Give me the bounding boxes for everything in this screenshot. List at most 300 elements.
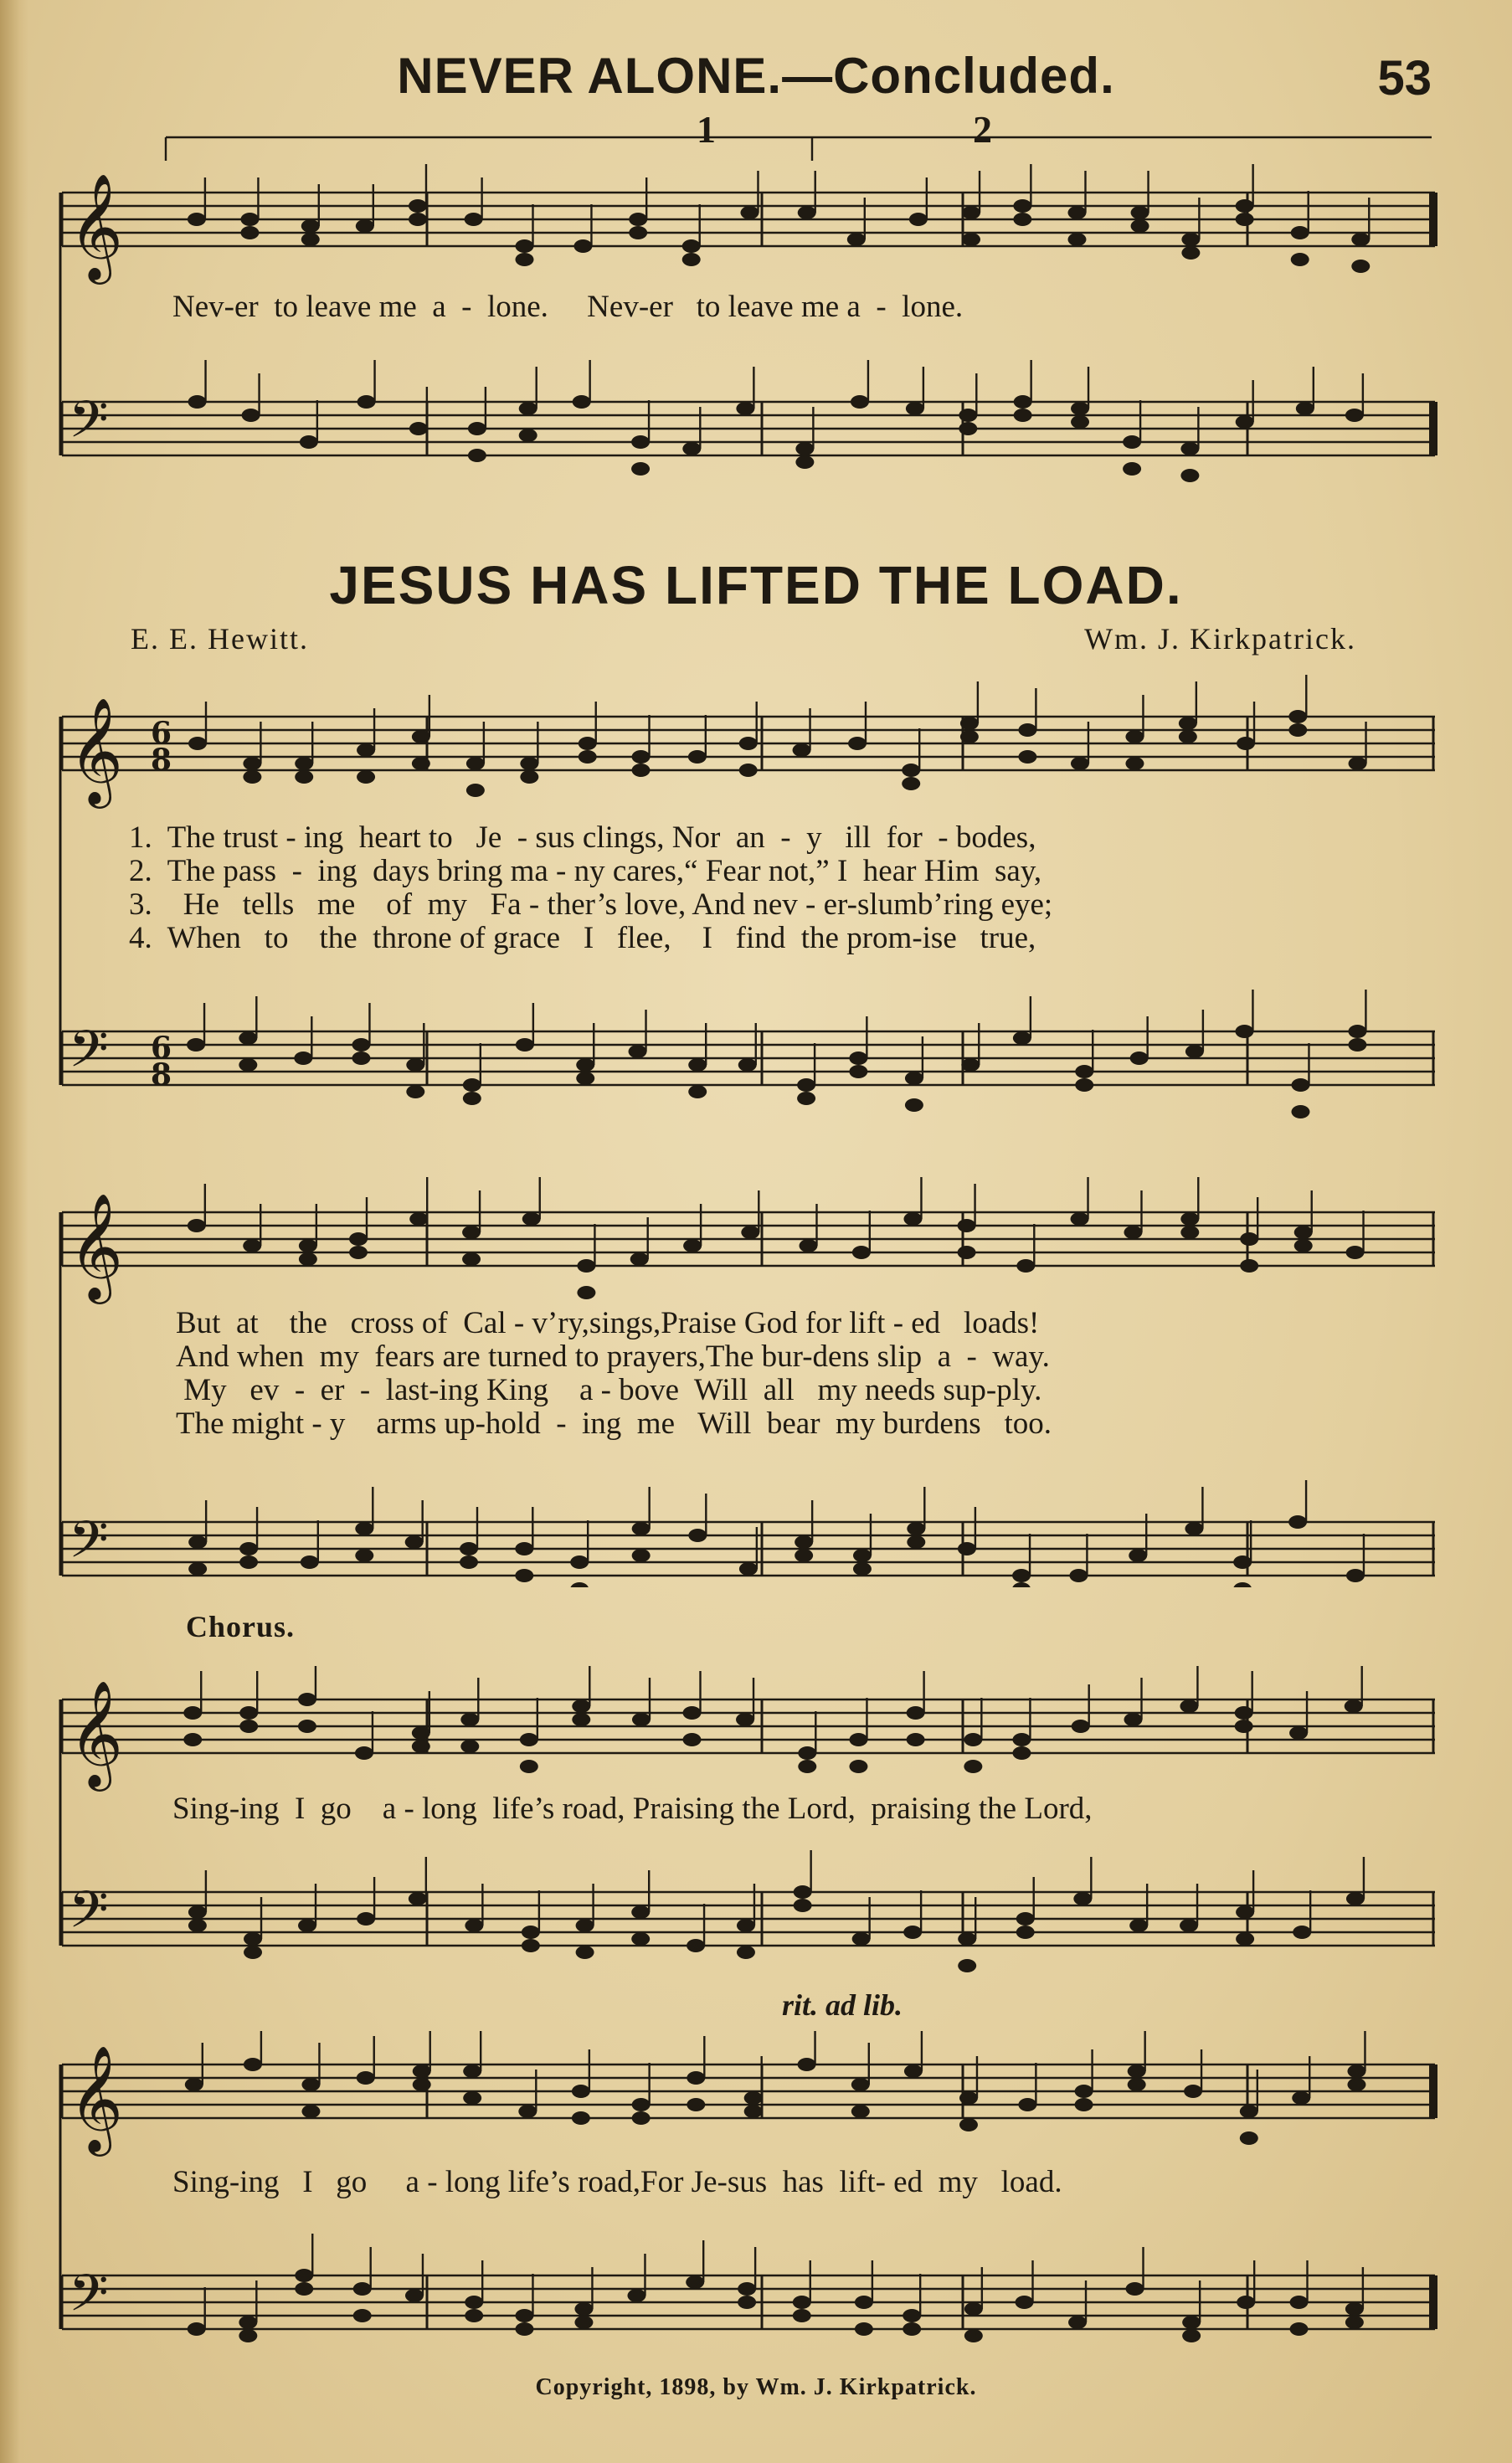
notehead [799, 1239, 817, 1252]
notehead [1181, 246, 1200, 260]
notehead [964, 1733, 982, 1746]
chorus-label: Chorus. [186, 1610, 296, 1643]
notehead [902, 777, 920, 790]
notehead [1237, 2296, 1255, 2309]
notehead [357, 2071, 375, 2085]
notehead [1013, 213, 1031, 226]
notehead [1288, 1515, 1307, 1529]
notehead [516, 253, 534, 266]
notehead [793, 2309, 811, 2322]
bass-clef: 𝄢 [69, 1880, 109, 1952]
notehead [737, 1919, 755, 1932]
notehead [1012, 1746, 1031, 1760]
notehead [847, 233, 866, 246]
notehead [905, 1072, 923, 1085]
notehead [736, 402, 754, 415]
notehead [1123, 435, 1141, 449]
notehead [1131, 219, 1149, 233]
notehead [855, 2322, 873, 2336]
notehead [240, 226, 259, 239]
second-ending-marker: 2 [973, 108, 992, 151]
notehead [516, 239, 534, 253]
notehead [522, 1926, 540, 1939]
notehead [515, 2322, 533, 2336]
notehead [355, 1522, 373, 1535]
notehead [574, 2302, 593, 2316]
notehead [405, 2289, 424, 2302]
notehead [688, 1085, 707, 1098]
notehead [574, 2316, 593, 2329]
treble-clef: 𝄞 [69, 1679, 124, 1787]
chorus-system-2 [59, 2031, 1440, 2349]
page-spine-shadow [0, 0, 28, 2463]
copyright-notice: Copyright, 1898, by Wm. J. Kirkpatrick. [535, 2374, 977, 2400]
notehead [1012, 1582, 1031, 1587]
treble-clef: 𝄞 [69, 1192, 124, 1299]
notehead [413, 2078, 431, 2091]
notehead [460, 1713, 479, 1726]
notehead [688, 750, 707, 764]
notehead [1014, 395, 1032, 409]
notehead [1288, 710, 1307, 723]
notehead [909, 213, 928, 226]
notehead [188, 1562, 207, 1576]
verse-4-line-b: The might - y arms up-hold - ing me Will bear my burdens too. [176, 1406, 1052, 1441]
notehead [239, 2329, 257, 2342]
verse-3-line-b: My ev - er - last-ing King a - bove Will all my needs sup-ply. [176, 1373, 1042, 1407]
notehead [1016, 2296, 1034, 2309]
notehead [187, 1038, 205, 1052]
notehead [744, 2105, 763, 2118]
notehead [1128, 2064, 1146, 2078]
notehead [744, 2091, 763, 2105]
notehead [409, 199, 427, 213]
verse-system-1 [59, 666, 1440, 1118]
treble-clef: 𝄞 [69, 172, 124, 280]
notehead [737, 1946, 755, 1959]
notehead [686, 2275, 704, 2289]
notehead [570, 1555, 589, 1569]
notehead [849, 1760, 867, 1773]
notehead [629, 1045, 647, 1058]
notehead [1236, 1932, 1254, 1946]
notehead [1347, 2064, 1365, 2078]
notehead [468, 449, 486, 462]
notehead [406, 1085, 424, 1098]
notehead [301, 233, 320, 246]
notehead [629, 226, 647, 239]
notehead [958, 1542, 976, 1555]
bass-clef: 𝄢 [69, 1020, 109, 1092]
notehead [239, 1031, 257, 1045]
chorus-system-1 [59, 1666, 1440, 1984]
notehead [632, 1713, 651, 1726]
notehead [299, 1252, 317, 1266]
notehead [1347, 2078, 1365, 2091]
notehead [244, 1932, 262, 1946]
notehead [576, 1072, 594, 1085]
notehead [242, 409, 260, 422]
notehead [576, 1946, 594, 1959]
notehead [468, 422, 486, 435]
notehead [798, 2058, 816, 2071]
notehead [515, 2309, 533, 2322]
notehead [907, 1733, 925, 1746]
notehead [188, 213, 206, 226]
notehead [1012, 1733, 1031, 1746]
notehead [299, 1239, 317, 1252]
notehead [1180, 1212, 1199, 1226]
notehead [295, 770, 313, 784]
time-signature-bottom: 8 [151, 743, 172, 778]
verse-2-line-a: 2. The pass - ing days bring ma - ny cares,“ Fear not,” I hear Him say, [129, 854, 1042, 888]
notehead [738, 1058, 757, 1072]
notehead [460, 1542, 478, 1555]
notehead [632, 2098, 651, 2111]
notehead [964, 2302, 983, 2316]
notehead [1071, 402, 1089, 415]
notehead [962, 206, 980, 219]
notehead [298, 1720, 316, 1733]
notehead [188, 1219, 206, 1232]
notehead [1349, 757, 1367, 770]
notehead [958, 1219, 976, 1232]
notehead [1180, 1226, 1199, 1239]
notehead [1067, 233, 1086, 246]
notehead [794, 1885, 812, 1899]
notehead [1124, 1713, 1142, 1726]
time-signature-bottom: 8 [151, 1057, 172, 1093]
notehead [630, 1252, 649, 1266]
notehead [572, 1713, 590, 1726]
notehead [462, 1252, 481, 1266]
notehead [1351, 233, 1370, 246]
notehead [631, 435, 650, 449]
notehead [1124, 1226, 1142, 1239]
notehead [239, 1058, 257, 1072]
notehead [853, 1562, 872, 1576]
notehead [1180, 469, 1199, 482]
notehead [1236, 199, 1254, 213]
notehead [794, 1899, 812, 1912]
notehead [1123, 462, 1141, 476]
notehead [1068, 2316, 1087, 2329]
bass-clef: 𝄢 [69, 1510, 109, 1582]
notehead [631, 462, 650, 476]
notehead [795, 455, 814, 469]
notehead [465, 2309, 483, 2322]
notehead [853, 1549, 872, 1562]
notehead [240, 213, 259, 226]
notehead [632, 764, 651, 777]
notehead [739, 764, 758, 777]
notehead [852, 1246, 871, 1259]
notehead [906, 402, 924, 415]
notehead [1351, 260, 1370, 273]
notehead [1182, 2316, 1201, 2329]
notehead [409, 1212, 428, 1226]
notehead [355, 1549, 373, 1562]
notehead [632, 2111, 651, 2125]
notehead [413, 2064, 431, 2078]
notehead [1016, 1926, 1035, 1939]
notehead [1294, 1226, 1313, 1239]
notehead [851, 2078, 870, 2091]
notehead [1013, 1031, 1031, 1045]
notehead [849, 1065, 867, 1078]
notehead [1129, 1919, 1148, 1932]
chorus-lyric-1: Sing-ing I go a - long life’s road, Praising the Lord, praising the Lord, [172, 1792, 1093, 1826]
notehead [683, 1239, 702, 1252]
notehead [739, 1562, 758, 1576]
notehead [688, 1058, 707, 1072]
notehead [1018, 750, 1036, 764]
notehead [1181, 233, 1200, 246]
notehead [462, 1226, 481, 1239]
verse-1-line-a: 1. The trust - ing heart to Je - sus clings, Nor an - y ill for - bodes, [129, 820, 1036, 855]
notehead [1013, 199, 1031, 213]
notehead [964, 1760, 982, 1773]
notehead [1075, 1065, 1093, 1078]
notehead [1072, 1720, 1090, 1733]
notehead [687, 2098, 705, 2111]
notehead [793, 2296, 811, 2309]
notehead [1014, 409, 1032, 422]
notehead [1345, 2316, 1364, 2329]
notehead [1071, 1212, 1089, 1226]
notehead [1233, 1555, 1252, 1569]
notehead [460, 1555, 478, 1569]
notehead [352, 1052, 370, 1065]
notehead [357, 743, 375, 757]
notehead [1185, 1045, 1204, 1058]
notehead [1236, 213, 1254, 226]
notehead [573, 239, 592, 253]
notehead [632, 1522, 651, 1535]
notehead [465, 2296, 483, 2309]
notehead [1126, 2282, 1144, 2296]
notehead [1235, 1706, 1253, 1720]
notehead [1291, 253, 1309, 266]
notehead [239, 2316, 257, 2329]
notehead [739, 737, 758, 750]
notehead [577, 1259, 595, 1273]
notehead [409, 1892, 427, 1905]
notehead [352, 1038, 370, 1052]
notehead [682, 1733, 701, 1746]
notehead [682, 1706, 701, 1720]
notehead [1180, 442, 1199, 455]
notehead [1233, 1582, 1252, 1587]
notehead [1180, 1919, 1198, 1932]
notehead [465, 1919, 483, 1932]
notehead [188, 1905, 207, 1919]
notehead [631, 1932, 650, 1946]
notehead [736, 1713, 754, 1726]
notehead [188, 737, 207, 750]
notehead [460, 1740, 479, 1753]
notehead [463, 1092, 481, 1105]
notehead [576, 1919, 594, 1932]
notehead [356, 219, 374, 233]
notehead [577, 1286, 595, 1299]
notehead [520, 1733, 538, 1746]
notehead [905, 1098, 923, 1112]
notehead [353, 2309, 372, 2322]
notehead [412, 1740, 430, 1753]
notehead [405, 1535, 424, 1549]
bass-clef: 𝄢 [69, 390, 109, 462]
chorus-lyric-2: Sing-ing I go a - long life’s road,For Je-sus has lift- ed my load. [172, 2165, 1062, 2199]
notehead [627, 2289, 645, 2302]
notehead [903, 1926, 922, 1939]
song-title: JESUS HAS LIFTED THE LOAD. [329, 555, 1183, 615]
notehead [1179, 717, 1197, 730]
notehead [1346, 1569, 1365, 1582]
notehead [520, 757, 538, 770]
notehead [570, 1582, 589, 1587]
notehead [295, 2282, 313, 2296]
notehead [1125, 757, 1144, 770]
notehead [1289, 1726, 1308, 1740]
notehead [1348, 1025, 1366, 1038]
notehead [572, 2085, 590, 2098]
notehead [1235, 1025, 1253, 1038]
notehead [353, 2282, 372, 2296]
notehead [516, 1038, 534, 1052]
notehead [244, 1946, 262, 1959]
notehead [188, 1919, 207, 1932]
notehead [1071, 757, 1089, 770]
notehead [300, 435, 318, 449]
notehead [1075, 1078, 1093, 1092]
notehead [848, 737, 867, 750]
notehead [357, 395, 376, 409]
bass-clef: 𝄢 [69, 2264, 109, 2336]
notehead [1128, 2078, 1146, 2091]
notehead [1018, 2098, 1036, 2111]
notehead [1346, 1246, 1365, 1259]
notehead [964, 2329, 983, 2342]
notehead [301, 219, 320, 233]
notehead [798, 1746, 816, 1760]
notehead [1293, 1926, 1311, 1939]
notehead [682, 442, 701, 455]
notehead [572, 1699, 590, 1713]
notehead [852, 1932, 871, 1946]
notehead [349, 1232, 368, 1246]
notehead [1016, 1259, 1035, 1273]
notehead [519, 402, 537, 415]
notehead [958, 1959, 976, 1972]
notehead [1294, 1239, 1313, 1252]
notehead [740, 206, 759, 219]
notehead [1345, 2302, 1364, 2316]
notehead [1018, 723, 1036, 737]
notehead [798, 1760, 816, 1773]
notehead [515, 1542, 533, 1555]
notehead [1346, 1892, 1365, 1905]
notehead [572, 2111, 590, 2125]
notehead [294, 1052, 312, 1065]
notehead [185, 2078, 203, 2091]
notehead [795, 1549, 813, 1562]
verse-system-2 [59, 1160, 1440, 1587]
notehead [1240, 1232, 1258, 1246]
verse-4-line-a: 4. When to the throne of grace I flee, I find the prom-ise true, [129, 921, 1036, 955]
notehead [795, 442, 814, 455]
notehead [629, 213, 647, 226]
notehead [1075, 2085, 1093, 2098]
notehead [519, 429, 537, 442]
notehead [243, 1239, 261, 1252]
notehead [682, 239, 701, 253]
notehead [682, 253, 701, 266]
notehead [959, 409, 977, 422]
notehead [239, 1542, 258, 1555]
notehead [301, 2078, 320, 2091]
notehead [406, 1058, 424, 1072]
notehead [904, 2064, 923, 2078]
notehead [1180, 1699, 1198, 1713]
notehead [1348, 1038, 1366, 1052]
notehead [357, 1912, 375, 1926]
notehead [1125, 730, 1144, 743]
notehead [959, 422, 977, 435]
notehead [903, 2322, 921, 2336]
notehead [1240, 1259, 1258, 1273]
notehead [1131, 206, 1149, 219]
notehead [239, 1555, 258, 1569]
never-alone-lyric: Nev-er to leave me a - lone. Nev-er to leave me a - lone. [172, 290, 964, 324]
treble-clef: 𝄞 [69, 697, 124, 804]
notehead [851, 2105, 870, 2118]
notehead [409, 213, 427, 226]
notehead [1012, 1569, 1031, 1582]
notehead [522, 1939, 540, 1952]
notehead [958, 1246, 976, 1259]
notehead [962, 233, 980, 246]
notehead [1067, 206, 1086, 219]
notehead [907, 1535, 925, 1549]
notehead [632, 1549, 651, 1562]
notehead [1236, 415, 1254, 429]
notehead [958, 1932, 976, 1946]
notehead [183, 1733, 202, 1746]
notehead [463, 1078, 481, 1092]
notehead [1179, 730, 1197, 743]
notehead [959, 2091, 978, 2105]
notehead [688, 1529, 707, 1542]
verse-3-line-a: 3. He tells me of my Fa - ther’s love, And nev - er-slumb’ring eye; [129, 887, 1053, 922]
notehead [412, 1726, 430, 1740]
notehead [520, 770, 538, 784]
notehead [1184, 2085, 1202, 2098]
notehead [183, 1706, 202, 1720]
notehead [907, 1706, 925, 1720]
first-ending-marker: 1 [697, 108, 716, 151]
notehead [1292, 2091, 1310, 2105]
notehead [1289, 2296, 1308, 2309]
page-number: 53 [1377, 51, 1432, 105]
notehead [903, 1212, 922, 1226]
never-alone-system [59, 108, 1440, 519]
notehead [687, 1939, 705, 1952]
notehead [412, 757, 430, 770]
composer: Wm. J. Kirkpatrick. [1084, 622, 1356, 656]
notehead [357, 770, 375, 784]
notehead [355, 1746, 373, 1760]
